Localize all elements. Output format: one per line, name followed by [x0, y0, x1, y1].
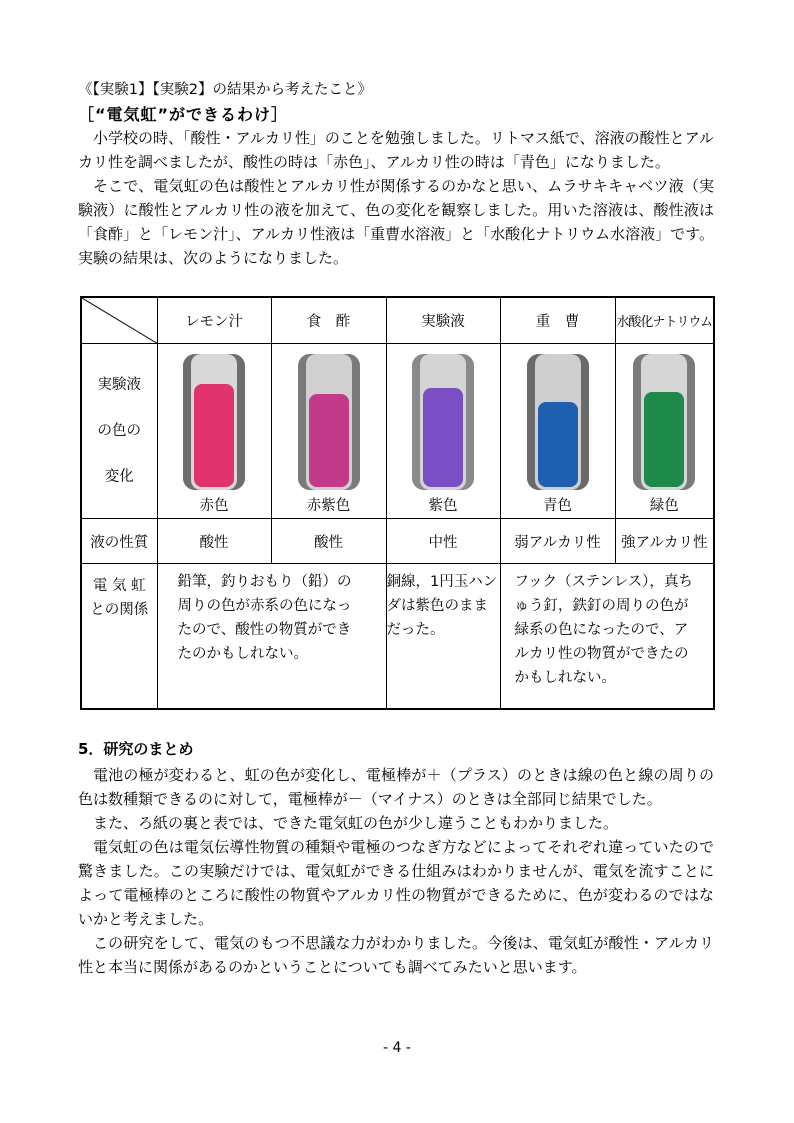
- property-row-label: 液の性質: [81, 519, 157, 564]
- intro-text: [78, 126, 714, 270]
- label-line: との関係: [90, 602, 149, 618]
- color-name: 青色: [543, 498, 572, 514]
- test-tube-photo: [183, 354, 245, 490]
- relation-row: [81, 564, 714, 710]
- results-table: [80, 296, 715, 710]
- paragraph: 電気虹の色は電気伝導性物質の種類や電極のつなぎ方などによってそれぞれ違っていたので驚きました。この実験だけでは、電気虹ができる仕組みはわかりませんが、電気を流すことによって電極棒のところに酸性の物質やアルカリ性の物質ができるために、色が変わるのではないかと考えました。: [78, 838, 714, 928]
- test-tube-photo: [298, 354, 360, 490]
- relation-alkali-text: フック（ステンレス），真ちゅう釘，鉄釘の周りの色が緑系の色になったので、アルカリ性の物質ができたのかもしれない。: [500, 564, 714, 710]
- tube-cell: [271, 344, 386, 519]
- column-header-vinegar: 食 酢: [271, 297, 386, 344]
- property-cell: 強アルカリ性: [615, 519, 714, 564]
- property-row: [81, 519, 714, 564]
- column-header-naoh: 水酸化ナトリウム: [615, 297, 714, 344]
- property-cell: 酸性: [271, 519, 386, 564]
- table-header-row: [81, 297, 714, 344]
- paragraph: この研究をして、電気のもつ不思議な力がわかりました。今後は、電気虹が酸性・アルカリ性と本当に関係があるのかということについても調べてみたいと思います。: [78, 934, 714, 976]
- tube-cell: [157, 344, 271, 519]
- label-line: 実験液: [97, 377, 141, 393]
- test-tube-photo: [633, 354, 695, 490]
- tube-cell: [386, 344, 500, 519]
- color-name: 赤色: [199, 498, 229, 514]
- column-header-lemon: レモン汁: [157, 297, 271, 344]
- property-cell: 中性: [386, 519, 500, 564]
- color-name: 赤紫色: [306, 498, 351, 514]
- property-cell: 弱アルカリ性: [500, 519, 615, 564]
- column-header-test-liquid: 実験液: [386, 297, 500, 344]
- color-change-row: [81, 344, 714, 519]
- summary-text: [78, 763, 714, 979]
- diagonal-corner-cell: [81, 297, 157, 344]
- test-tube-photo: [527, 354, 589, 490]
- color-name: 紫色: [428, 498, 458, 514]
- relation-acid-text: 鉛筆，釣りおもり（鉛）の周りの色が赤系の色になったので、酸性の物質ができたのかもしれない。: [157, 564, 386, 710]
- tube-cell: [500, 344, 615, 519]
- section-title: 5．研究のまとめ: [78, 740, 194, 758]
- color-row-label: [81, 344, 157, 519]
- color-name: 緑色: [649, 498, 679, 514]
- paragraph: 電池の極が変わると、虹の色が変化し、電極棒が＋（プラス）のときは線の色と線の周りの色は数種類できるのに対して，電極棒が－（マイナス）のときは全部同じ結果でした。: [78, 766, 714, 808]
- page-number: - 4 -: [383, 1040, 411, 1056]
- relation-row-label: [81, 564, 157, 710]
- paragraph: また、ろ紙の裏と表では、できた電気虹の色が少し違うこともわかりました。: [93, 814, 619, 832]
- paragraph: そこで、電気虹の色は酸性とアルカリ性が関係するのかなと思い、ムラサキキャベツ液（実験液）に酸性とアルカリ性の液を加えて、色の変化を観察しました。用いた溶液は、酸性液は「食酢」と「レモン汁」、アルカリ性液は「重曹水溶液」と「水酸化ナトリウム水溶液」です。実験の結果は、次のようになりました。: [78, 177, 714, 267]
- subtitle: ［“電気虹”ができるわけ］: [78, 105, 289, 124]
- test-tube-photo: [412, 354, 474, 490]
- diagonal-line: [82, 298, 157, 343]
- column-header-baking-soda: 重 曹: [500, 297, 615, 344]
- tube-cell: [615, 344, 714, 519]
- section-header: 《【実験1】【実験2】の結果から考えたこと》: [78, 82, 372, 98]
- label-line: 電 気 虹: [92, 578, 146, 594]
- label-line: の色の: [97, 423, 141, 439]
- property-cell: 酸性: [157, 519, 271, 564]
- relation-neutral-text: 銅線，1円玉ハンダは紫色のままだった。: [386, 564, 500, 710]
- paragraph: 小学校の時、「酸性・アルカリ性」のことを勉強しました。リトマス紙で、溶液の酸性とアルカリ性を調べましたが、酸性の時は「赤色」、アルカリ性の時は「青色」になりました。: [78, 129, 715, 171]
- label-line: 変化: [104, 469, 134, 485]
